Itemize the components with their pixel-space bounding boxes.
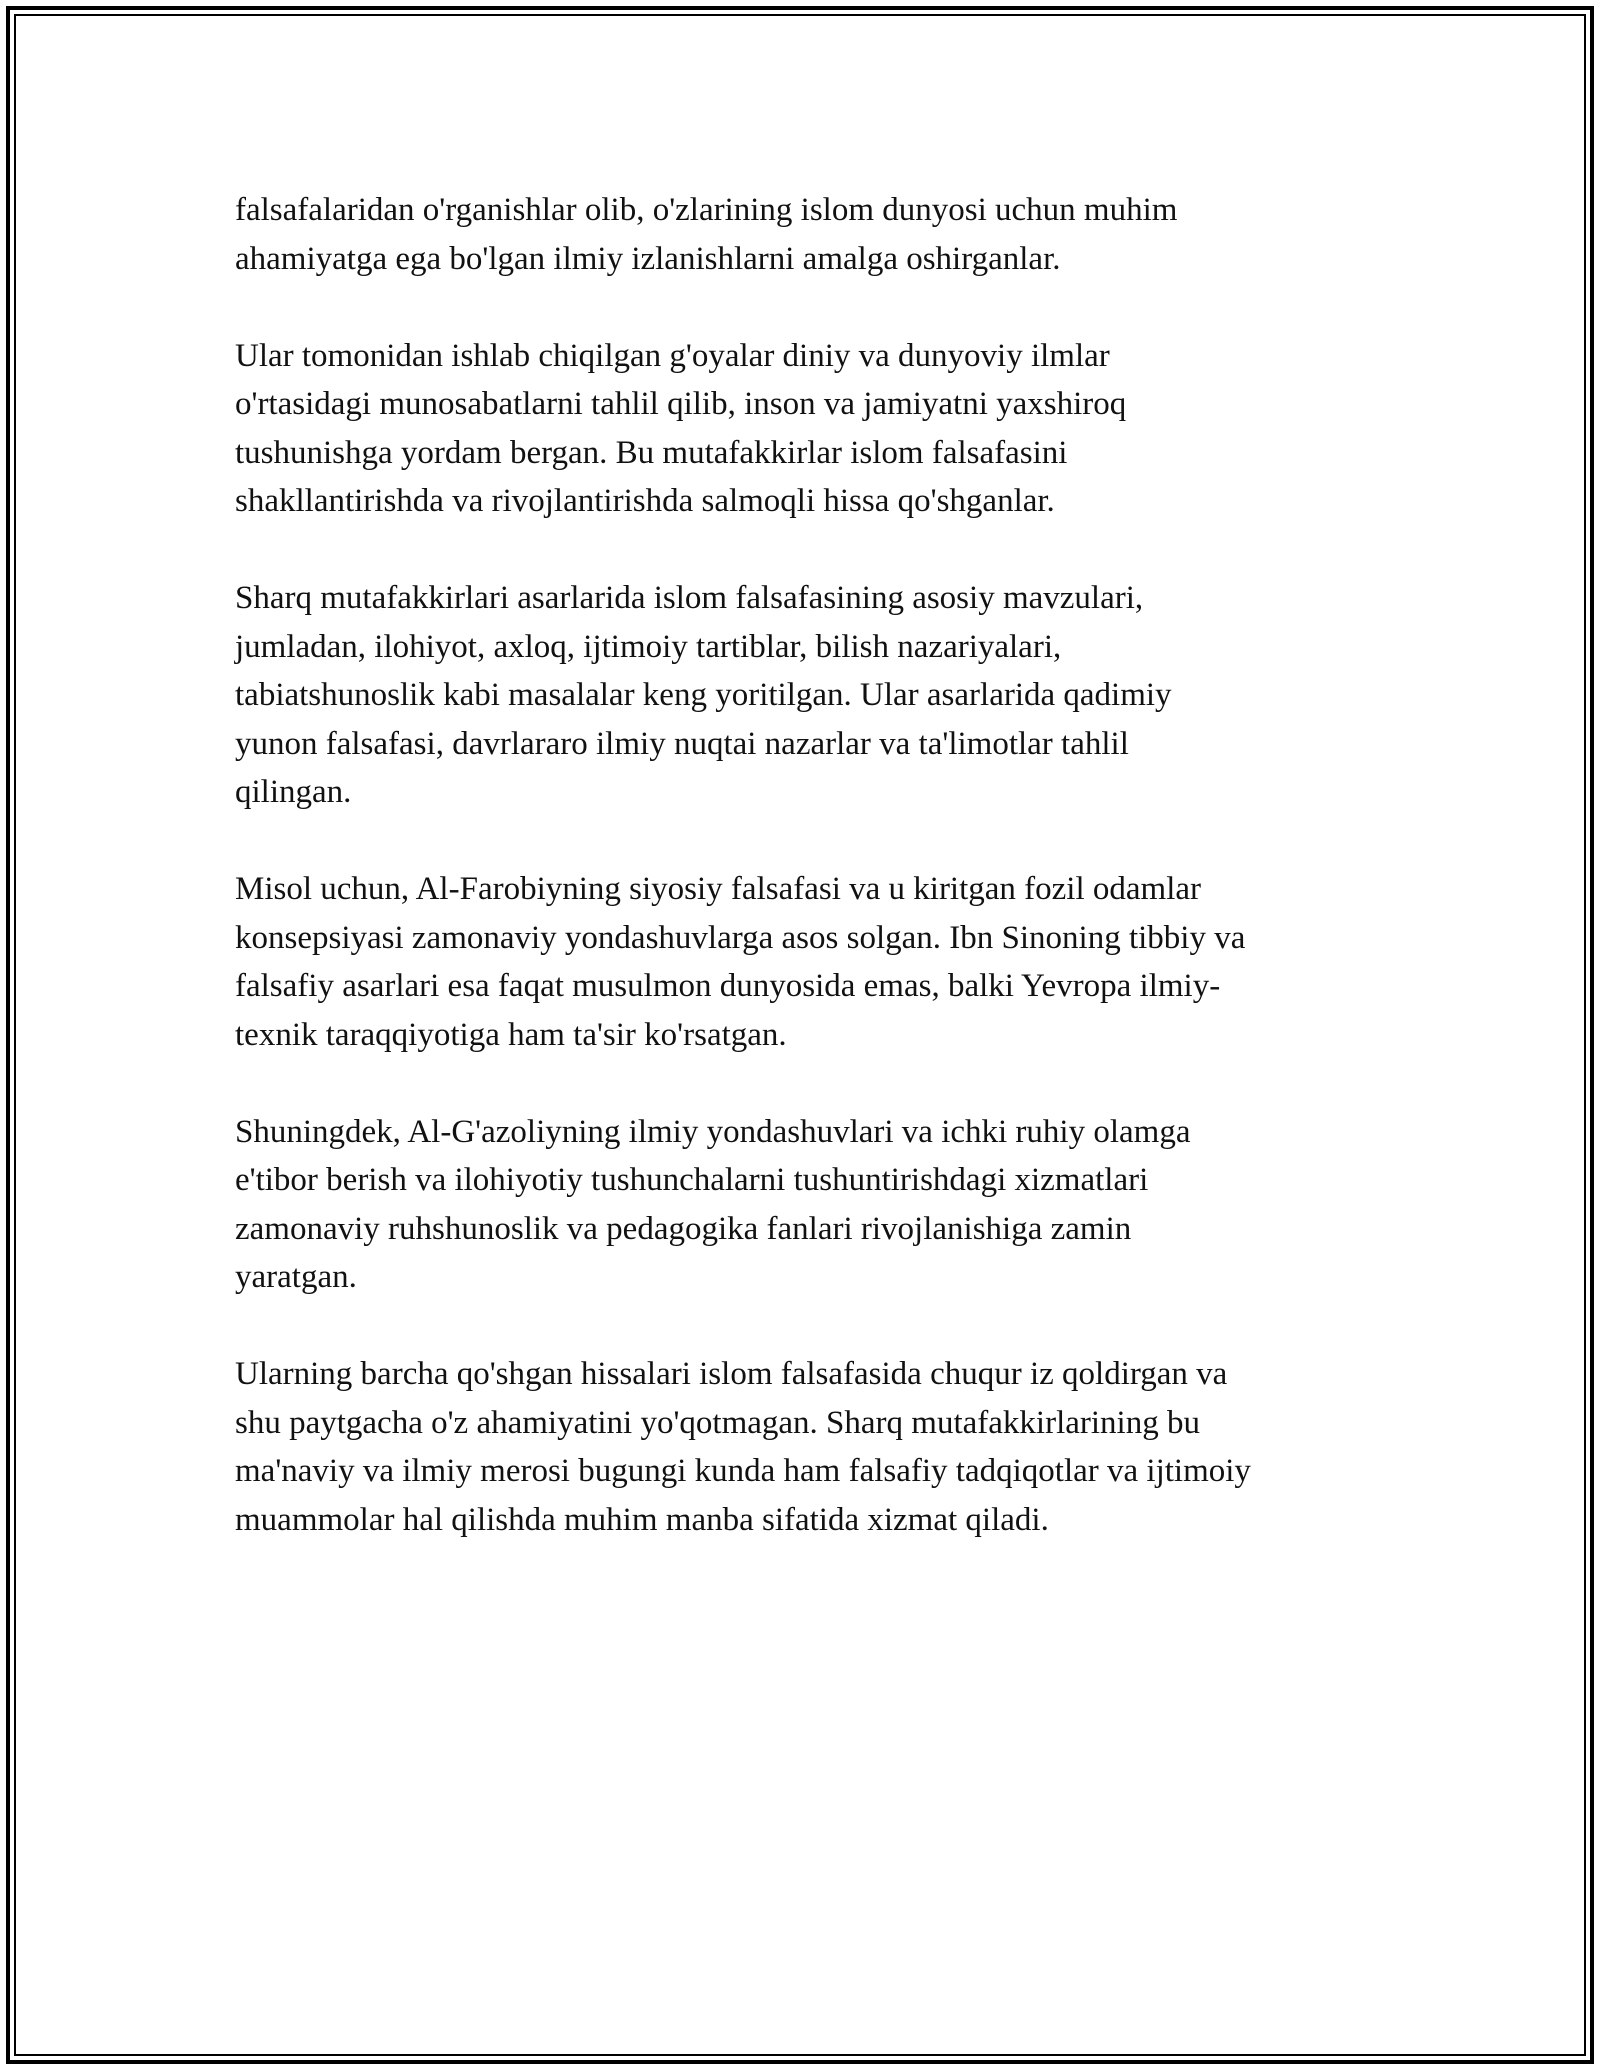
paragraph-1: falsafalaridan o'rganishlar olib, o'zlarining islom dunyosi uchun muhim ahamiyatga ega bo'lgan ilmiy izlanishlarni amalga oshirganlar. (235, 192, 1178, 277)
paragraph-5: Shuningdek, Al-G'azoliyning ilmiy yondashuvlari va ichki ruhiy olamga e'tibor berish va ilohiyotiy tushunchalarni tushuntirishdagi xizmatlari zamonaviy ruhshunoslik va pedagogika fanlari rivojlanishiga zamin yaratgan. (235, 1113, 1191, 1295)
document-body (235, 186, 1370, 1544)
paragraph-6: Ularning barcha qo'shgan hissalari islom falsafasida chuqur iz qoldirgan va shu paytgacha o'z ahamiyatini yo'qotmagan. Sharq mutafakkirlarining bu ma'naviy va ilmiy merosi bugungi kunda ham falsafiy tadqiqotlar va ijtimoiy muammolar hal qilishda muhim manba sifatida xizmat qiladi. (235, 1356, 1251, 1538)
paragraph-4: Misol uchun, Al-Farobiyning siyosiy falsafasi va u kiritgan fozil odamlar konsepsiyasi zamonaviy yondashuvlarga asos solgan. Ibn Sinoning tibbiy va falsafiy asarlari esa faqat musulmon dunyosida emas, balki Yevropa ilmiy- texnik taraqqiyotiga ham ta'sir ko'rsatgan. (235, 871, 1246, 1053)
paragraph-3: Sharq mutafakkirlari asarlarida islom falsafasining asosiy mavzulari, jumladan, ilohiyot, axloq, ijtimoiy tartiblar, bilish nazariyalari, tabiatshunoslik kabi masalalar keng yoritilgan. Ular asarlarida qadimiy yunon falsafasi, davrlararo ilmiy nuqtai nazarlar va ta'limotlar tahlil qilingan. (235, 580, 1172, 810)
paragraph-2: Ular tomonidan ishlab chiqilgan g'oyalar diniy va dunyoviy ilmlar o'rtasidagi munosabatlarni tahlil qilib, inson va jamiyatni yaxshiroq tushunishga yordam bergan. Bu mutafakkirlar islom falsafasini shakllantirishda va rivojlantirishda salmoqli hissa qo'shganlar. (235, 337, 1127, 519)
